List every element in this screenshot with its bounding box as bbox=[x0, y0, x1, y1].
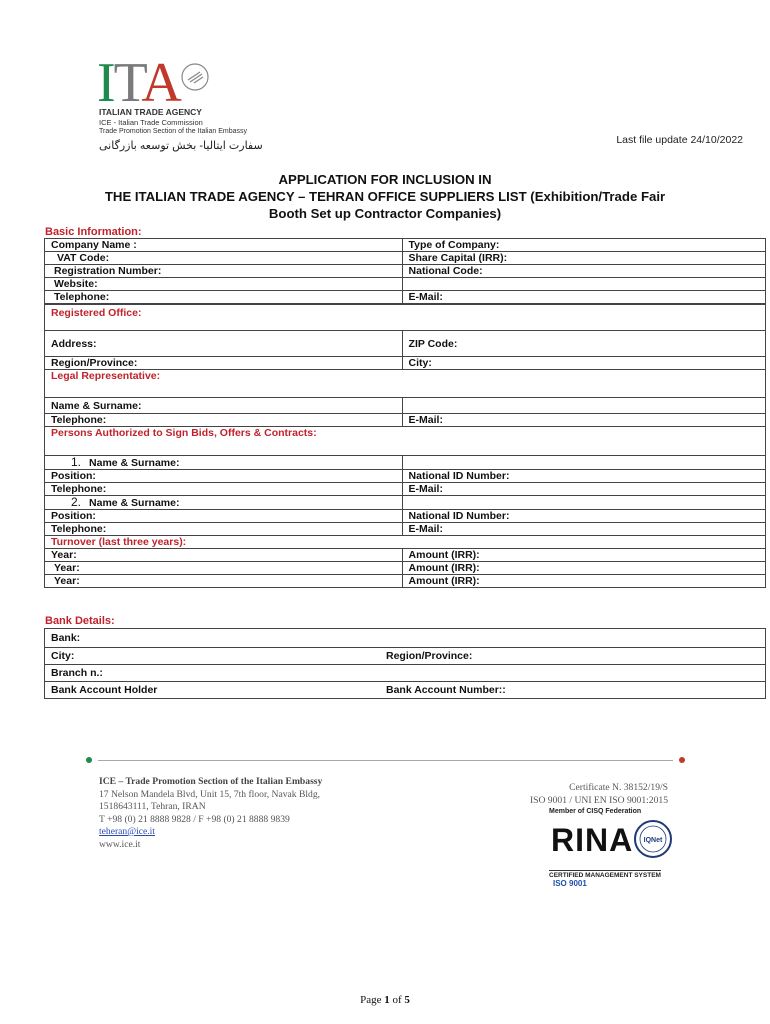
amount2-field[interactable]: Amount (IRR): bbox=[402, 562, 765, 575]
registered-office-heading: Registered Office: bbox=[45, 305, 766, 331]
city-field[interactable]: City: bbox=[402, 357, 765, 370]
last-update: Last file update 24/10/2022 bbox=[616, 134, 743, 146]
account-number-field[interactable]: Bank Account Number:: bbox=[380, 682, 766, 699]
iqnet-label: IQNet bbox=[643, 837, 663, 844]
person1-national-id-field[interactable]: National ID Number: bbox=[402, 470, 765, 483]
blank-cell[interactable] bbox=[402, 278, 765, 291]
legal-telephone-field[interactable]: Telephone: bbox=[45, 414, 403, 427]
bank-region-field[interactable]: Region/Province: bbox=[380, 648, 766, 665]
person1-email-field[interactable]: E-Mail: bbox=[402, 483, 765, 496]
year2-field[interactable]: Year: bbox=[45, 562, 403, 575]
registration-number-field[interactable]: Registration Number: bbox=[45, 265, 403, 278]
footer-address: ICE – Trade Promotion Section of the Italian Embassy 17 Nelson Mandela Blvd, Unit 15, 7th floor, Navak Bldg, 1518643111, Tehran, IRAN T +98 (0) 21 8888 9828 / F +98 (0) 21 8888 9839 teheran@ice.it www.ice.it bbox=[99, 776, 323, 850]
company-name-field[interactable]: Company Name : bbox=[45, 239, 403, 252]
person2-email-field[interactable]: E-Mail: bbox=[402, 523, 765, 536]
certificate-info: Certificate N. 38152/19/S ISO 9001 / UNI EN ISO 9001:2015 bbox=[529, 782, 668, 806]
cisq-member: Member of CISQ Federation bbox=[549, 808, 642, 815]
rina-logo: RINA bbox=[551, 822, 634, 858]
blank-cell[interactable] bbox=[402, 456, 765, 470]
ita-emblem-icon bbox=[180, 62, 210, 92]
telephone-field[interactable]: Telephone: bbox=[45, 291, 403, 304]
footer-email-link[interactable]: teheran@ice.it bbox=[99, 826, 155, 837]
footer-divider bbox=[98, 760, 673, 761]
legal-email-field[interactable]: E-Mail: bbox=[402, 414, 765, 427]
account-holder-field[interactable]: Bank Account Holder bbox=[45, 682, 381, 699]
vat-code-field[interactable]: VAT Code: bbox=[45, 252, 403, 265]
green-dot bbox=[86, 757, 92, 763]
legal-name-field[interactable]: Name & Surname: bbox=[45, 398, 403, 414]
blank-cell[interactable] bbox=[402, 496, 765, 510]
address-field[interactable]: Address: bbox=[45, 331, 403, 357]
person2-position-field[interactable]: Position: bbox=[45, 510, 403, 523]
certified-system: CERTIFIED MANAGEMENT SYSTEM bbox=[549, 872, 661, 879]
iso-badge: ISO 9001 bbox=[553, 879, 587, 888]
person1-position-field[interactable]: Position: bbox=[45, 470, 403, 483]
year3-field[interactable]: Year: bbox=[45, 575, 403, 588]
person1-telephone-field[interactable]: Telephone: bbox=[45, 483, 403, 496]
office-table bbox=[44, 304, 766, 588]
email-field[interactable]: E-Mail: bbox=[402, 291, 765, 304]
page-number: Page 1 of 5 bbox=[360, 994, 410, 1006]
amount1-field[interactable]: Amount (IRR): bbox=[402, 549, 765, 562]
page-title: APPLICATION FOR INCLUSION IN THE ITALIAN TRADE AGENCY – TEHRAN OFFICE SUPPLIERS LIST (Exhibition/Trade Fair Booth Set up Contractor Companies) bbox=[104, 172, 666, 221]
person2-telephone-field[interactable]: Telephone: bbox=[45, 523, 403, 536]
website-field[interactable]: Website: bbox=[45, 278, 403, 291]
agency-name: ITALIAN TRADE AGENCY bbox=[99, 107, 202, 117]
type-of-company-field[interactable]: Type of Company: bbox=[402, 239, 765, 252]
iqnet-seal-icon bbox=[633, 819, 673, 859]
bank-table bbox=[44, 628, 766, 699]
share-capital-field[interactable]: Share Capital (IRR): bbox=[402, 252, 765, 265]
person2-national-id-field[interactable]: National ID Number: bbox=[402, 510, 765, 523]
ice-name: ICE - Italian Trade Commission bbox=[99, 118, 203, 127]
amount3-field[interactable]: Amount (IRR): bbox=[402, 575, 765, 588]
blank-cell[interactable] bbox=[402, 398, 765, 414]
turnover-heading: Turnover (last three years): bbox=[45, 536, 766, 549]
branch-field[interactable]: Branch n.: bbox=[45, 665, 766, 682]
zip-code-field[interactable]: ZIP Code: bbox=[402, 331, 765, 357]
basic-table bbox=[44, 238, 766, 304]
persons-heading: Persons Authorized to Sign Bids, Offers & Contracts: bbox=[45, 427, 766, 456]
trade-section: Trade Promotion Section of the Italian Embassy bbox=[99, 128, 247, 135]
national-code-field[interactable]: National Code: bbox=[402, 265, 765, 278]
bank-field[interactable]: Bank: bbox=[45, 629, 766, 648]
legal-rep-heading: Legal Representative: bbox=[45, 370, 766, 398]
ita-logo: ITA bbox=[97, 52, 180, 114]
person1-name-field[interactable]: 1. Name & Surname: bbox=[45, 456, 403, 470]
basic-heading: Basic Information: bbox=[45, 226, 142, 238]
person2-name-field[interactable]: 2. Name & Surname: bbox=[45, 496, 403, 510]
year1-field[interactable]: Year: bbox=[45, 549, 403, 562]
bank-city-field[interactable]: City: bbox=[45, 648, 381, 665]
region-field[interactable]: Region/Province: bbox=[45, 357, 403, 370]
bank-heading: Bank Details: bbox=[45, 615, 115, 627]
persian-name: سفارت ایتالیا- بخش توسعه بازرگانی bbox=[99, 140, 263, 152]
red-dot bbox=[679, 757, 685, 763]
